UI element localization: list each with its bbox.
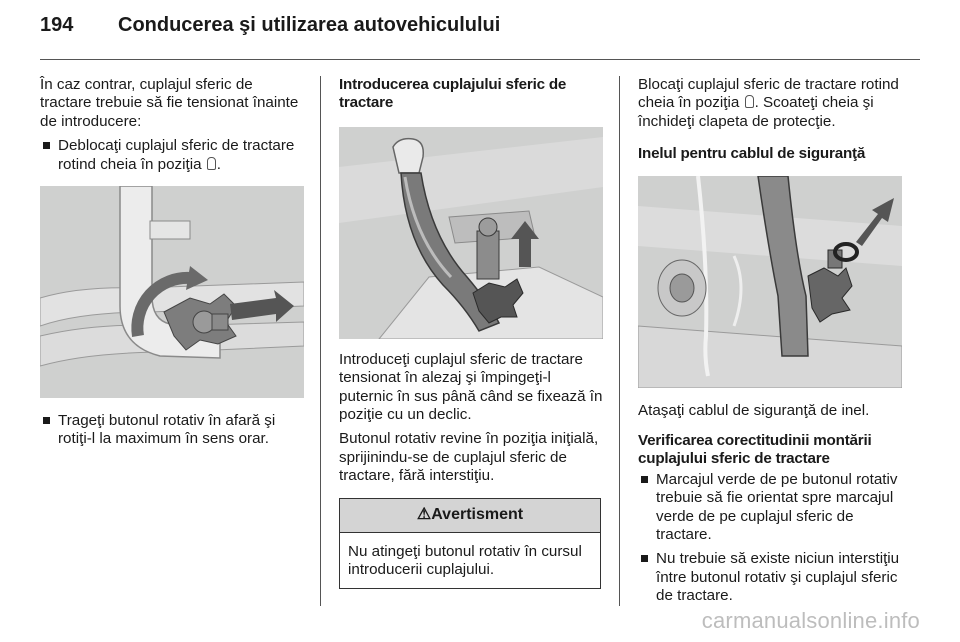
- column-divider-2: [619, 76, 620, 606]
- column-1: [40, 76, 305, 455]
- page-header: [40, 14, 500, 54]
- column-3: [638, 76, 904, 612]
- intro-paragraph: În caz contrar, cuplajul sferic de tractare trebuie să fie tensionat înainte de introducere:: [40, 76, 299, 130]
- warning-box: [339, 498, 601, 589]
- warning-text: Nu atingeţi butonul rotativ în cursul introducerii cuplajului.: [348, 543, 582, 579]
- illustration-safety-ring: [638, 176, 902, 388]
- bullet-pull-knob: Trageţi butonul rotativ în afară şi rotiţi-l la maximum în sens orar.: [40, 412, 305, 449]
- unlocked-key-icon: [207, 157, 216, 170]
- header-divider: [40, 59, 920, 60]
- section-heading-ring: Inelul pentru cablul de siguranţă: [638, 145, 866, 163]
- warning-title: Avertisment: [431, 505, 524, 523]
- lock-paragraph: [638, 76, 904, 131]
- illustration-insert-coupling: [339, 127, 603, 339]
- page-number: 194: [40, 14, 74, 36]
- column-2: [339, 76, 605, 589]
- attach-cable-paragraph: Ataşaţi cablul de siguranţă de inel.: [638, 401, 870, 419]
- section-heading-verify: Verificarea corectitudinii montării cuplajului sferic de tractare: [638, 432, 872, 468]
- section-heading-insert: Introducerea cuplajului sferic de tractare: [339, 76, 567, 112]
- page-title: Conducerea şi utilizarea autovehiculului: [118, 14, 501, 36]
- knob-return-paragraph: Butonul rotativ revine în poziţia iniţială, sprijinindu-se de cuplajul sferic de tractare, fără interstiţiu.: [339, 430, 599, 485]
- lock-paragraph-tail: . Scoateţi cheia şi închideţi clapeta de protecţie.: [638, 94, 874, 130]
- warning-header: [340, 499, 600, 533]
- bullet-green-mark: Marcajul verde de pe butonul rotativ trebuie să fie orientat spre marcajul verde de pe cuplajul sferic de tractare.: [638, 471, 904, 545]
- locked-key-icon: [745, 95, 754, 108]
- bullet-unlock: Deblocaţi cuplajul sferic de tractare rotind cheia în poziţia .: [40, 137, 305, 174]
- bullet-no-gap: Nu trebuie să existe niciun interstiţiu între butonul rotativ şi cuplajul sferic de tractare.: [638, 550, 904, 605]
- lock-paragraph-text: Blocaţi cuplajul sferic de tractare rotind cheia în poziţia: [638, 76, 899, 112]
- bullet-unlock-text: Deblocaţi cuplajul sferic de tractare rotind cheia în poziţia: [58, 137, 295, 173]
- insert-paragraph: Introduceţi cuplajul sferic de tractare tensionat în alezaj şi împingeţi-l puternic în sus până când se fixează în poziţie cu un declic.: [339, 350, 603, 424]
- watermark: carmanualsonline.info: [701, 608, 920, 633]
- column-divider-1: [320, 76, 321, 606]
- warning-icon: ⚠: [416, 505, 432, 523]
- illustration-knob-unlock: [40, 186, 304, 398]
